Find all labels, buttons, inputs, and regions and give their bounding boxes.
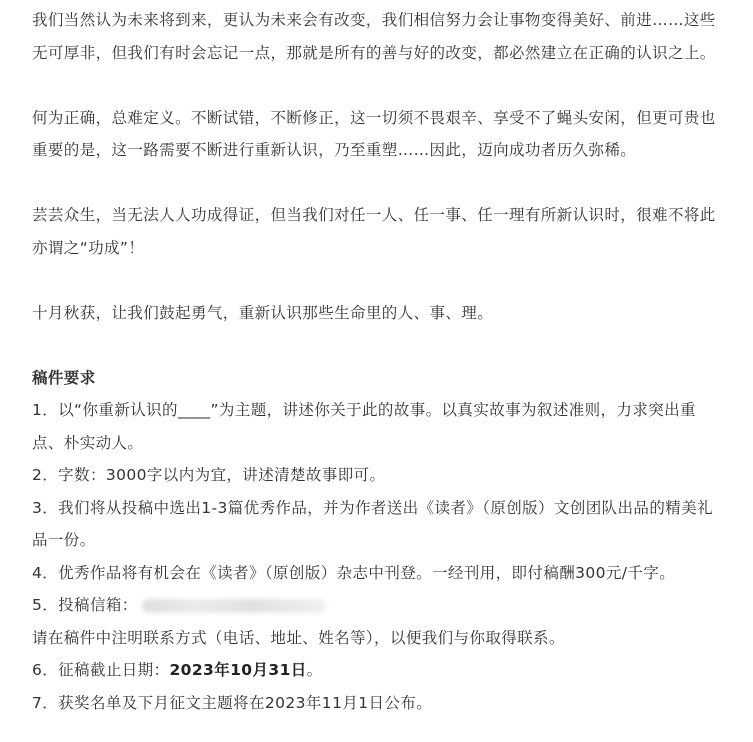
deadline-end: 。: [306, 661, 323, 679]
intro-paragraph: 我们当然认为未来将到来，更认为未来会有改变，我们相信努力会让事物变得美好、前进……这些无可厚非，但我们有时会忘记一点，那就是所有的善与好的改变，都必然建立在正确的认识之上。: [32, 11, 716, 62]
requirement-item-contact-note: 请在稿件中注明联系方式（电话、地址、姓名等），以便我们与你取得联系。: [32, 628, 565, 647]
people-paragraph: 芸芸众生，当无法人人功成得证，但当我们对任一人、任一事、任一理有所新认识时，很难不将此亦谓之“功成”！: [32, 206, 716, 257]
paragraph-spacer: [32, 329, 722, 362]
requirements-heading: 稿件要求: [32, 368, 96, 387]
deadline-date: 2023年10月31日: [169, 661, 307, 679]
deadline-label: 6．征稿截止日期：: [32, 661, 170, 679]
redacted-email: [142, 599, 327, 613]
definition-paragraph: 何为正确，总难定义。不断试错，不断修正，这一切须不畏艰辛、享受不了蝇头安闲，但更可贵也重要的是，这一路需要不断进行重新认识，乃至重塑……因此，迈向成功者历久弥稀。: [32, 108, 716, 159]
paragraph-spacer: [32, 167, 722, 200]
autumn-paragraph: 十月秋获，让我们鼓起勇气，重新认识那些生命里的人、事、理。: [32, 303, 494, 322]
requirement-item-deadline: [32, 654, 722, 687]
requirement-item-announcement: 7．获奖名单及下月征文主题将在2023年11月1日公布。: [32, 693, 433, 712]
paragraph-spacer: [32, 69, 722, 102]
paragraph-spacer: [32, 264, 722, 297]
requirement-item-theme: 1．以“你重新认识的____”为主题，讲述你关于此的故事。以真实故事为叙述准则，力求突出重点、朴实动人。: [32, 401, 696, 452]
email-label: 5．投稿信箱：: [32, 596, 138, 614]
requirement-item-length: 2．字数：3000字以内为宜，讲述清楚故事即可。: [32, 466, 386, 484]
requirement-item-publish: 4．优秀作品将有机会在《读者》（原创版）杂志中刊登。一经刊用，即付稿酬300元/千字。: [32, 563, 676, 582]
requirement-item-email: [32, 589, 722, 622]
requirement-item-prize: 3．我们将从投稿中选出1-3篇优秀作品，并为作者送出《读者》（原创版）文创团队出品的精美礼品一份。: [32, 498, 713, 549]
article-body: [32, 4, 722, 719]
